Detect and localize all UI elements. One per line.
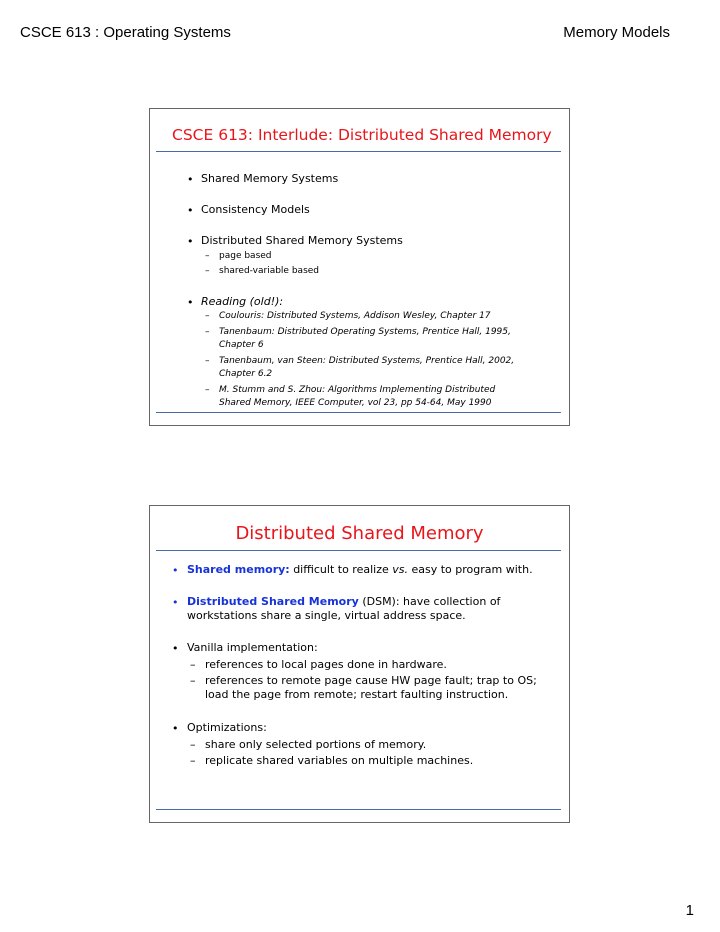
document-header-topic: Memory Models (563, 24, 670, 41)
reading-tanenbaum-1995: Tanenbaum: Distributed Operating Systems, Prentice Hall, 1995, (219, 327, 511, 337)
shared-memory-vs: vs. (392, 563, 408, 576)
bullet-dot: • (172, 722, 179, 735)
optimization-replicate-variables: replicate shared variables on multiple machines. (205, 754, 474, 767)
reading-tanenbaum-van-steen-cont: Chapter 6.2 (219, 369, 273, 379)
slide-2-title: Distributed Shared Memory (235, 523, 484, 544)
vanilla-local-pages: references to local pages done in hardware. (205, 658, 447, 671)
bullet-dsm (187, 595, 500, 608)
bullet-vanilla-implementation: Vanilla implementation: (187, 641, 318, 654)
slide-1-bottom-rule (156, 412, 561, 413)
sub-bullet-dash: – (205, 266, 210, 276)
bullet-dot: • (187, 204, 194, 217)
bullet-dot: • (172, 596, 179, 609)
page-number: 1 (685, 902, 694, 919)
sub-bullet-page-based: page based (219, 251, 272, 261)
dsm-text-b: workstations share a single, virtual address space. (187, 609, 466, 622)
bullet-dot: • (187, 173, 194, 186)
bullet-consistency-models: Consistency Models (201, 203, 310, 216)
bullet-shared-memory (187, 563, 533, 576)
sub-bullet-dash: – (205, 356, 210, 366)
slide-1-title: CSCE 613: Interlude: Distributed Shared Memory (172, 126, 552, 144)
slide-2-title-rule (156, 550, 561, 551)
reading-coulouris: Coulouris: Distributed Systems, Addison Wesley, Chapter 17 (219, 311, 491, 321)
shared-memory-text-b: easy to program with. (408, 563, 533, 576)
sub-bullet-dash: – (205, 311, 210, 321)
reading-tanenbaum-van-steen: Tanenbaum, van Steen: Distributed Systems, Prentice Hall, 2002, (219, 356, 515, 366)
vanilla-remote-pages: references to remote page cause HW page fault; trap to OS; (205, 674, 537, 687)
bullet-shared-memory-systems: Shared Memory Systems (201, 172, 339, 185)
sub-bullet-shared-variable-based: shared-variable based (219, 266, 320, 276)
reading-stumm-zhou-cont: Shared Memory, IEEE Computer, vol 23, pp 54-64, May 1990 (219, 398, 492, 408)
bullet-reading: Reading (old!): (201, 295, 284, 308)
reading-stumm-zhou: M. Stumm and S. Zhou: Algorithms Implementing Distributed (219, 385, 496, 395)
sub-bullet-dash: – (190, 658, 196, 671)
sub-bullet-dash: – (190, 754, 196, 767)
optimization-selected-portions: share only selected portions of memory. (205, 738, 427, 751)
slide-2 (149, 505, 570, 823)
document-header-course: CSCE 613 : Operating Systems (20, 24, 231, 41)
slide-1 (149, 108, 570, 426)
term-shared-memory: Shared memory: (187, 563, 290, 576)
sub-bullet-dash: – (190, 738, 196, 751)
bullet-dot: • (172, 642, 179, 655)
reading-tanenbaum-1995-cont: Chapter 6 (219, 340, 264, 350)
bullet-dot: • (187, 296, 194, 309)
vanilla-remote-pages-cont: load the page from remote; restart faulting instruction. (205, 688, 509, 701)
slide-2-bottom-rule (156, 809, 561, 810)
term-dsm: Distributed Shared Memory (187, 595, 359, 608)
bullet-dsm-systems: Distributed Shared Memory Systems (201, 234, 403, 247)
sub-bullet-dash: – (205, 327, 210, 337)
sub-bullet-dash: – (190, 674, 196, 687)
dsm-text-a: (DSM): have collection of (358, 595, 501, 608)
bullet-optimizations: Optimizations: (187, 721, 267, 734)
bullet-dot: • (172, 564, 179, 577)
slide-1-title-rule (156, 151, 561, 152)
sub-bullet-dash: – (205, 251, 210, 261)
shared-memory-text-a: difficult to realize (289, 563, 393, 576)
sub-bullet-dash: – (205, 385, 210, 395)
bullet-dot: • (187, 235, 194, 248)
